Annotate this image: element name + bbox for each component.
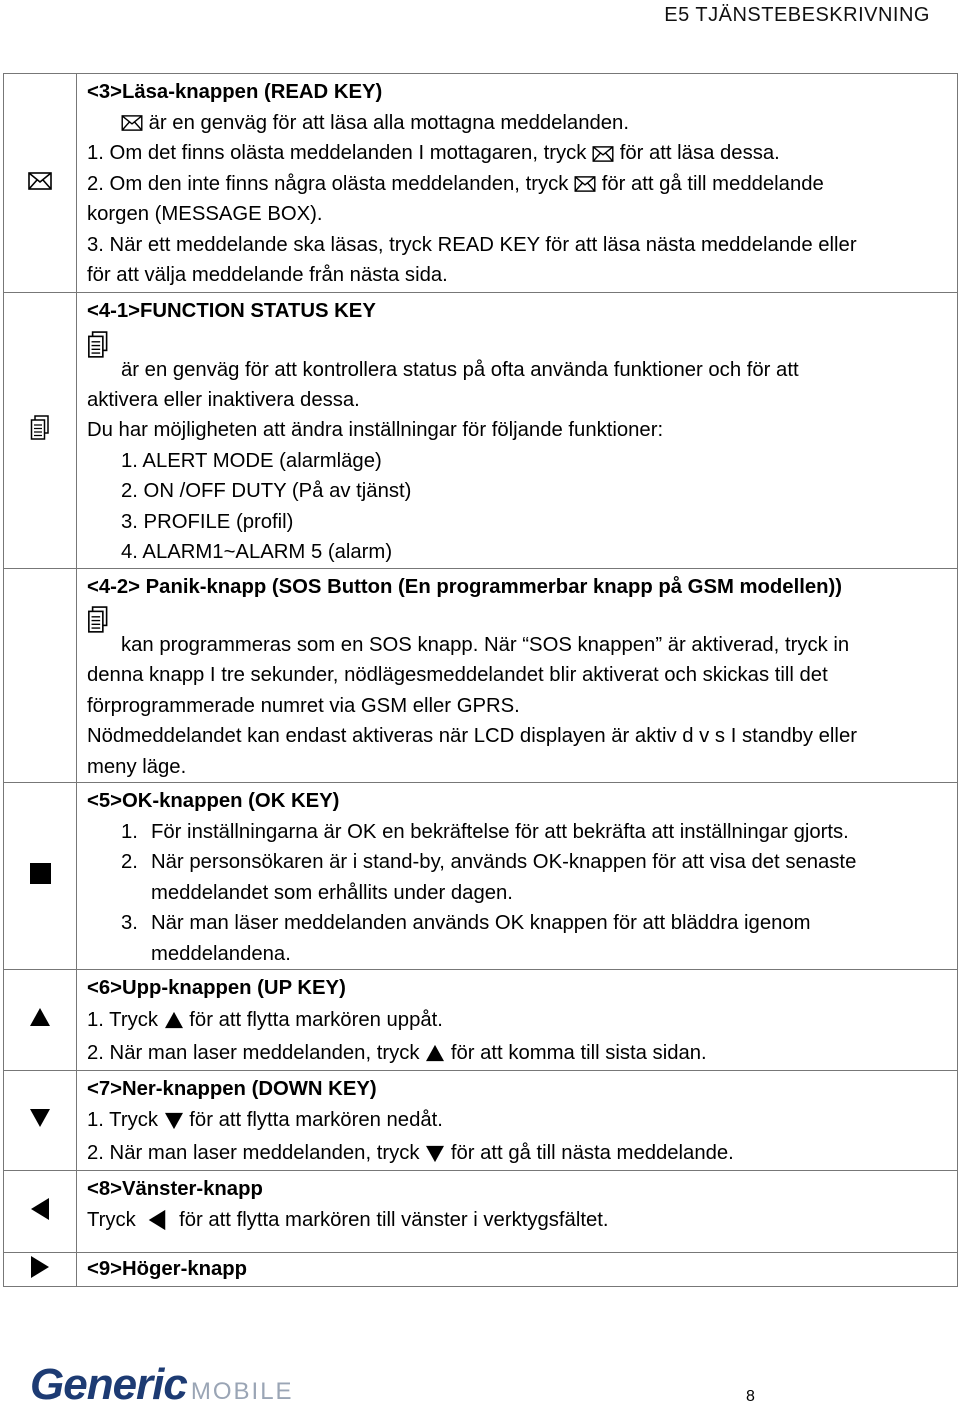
- read-key-text: 1. Om det finns olästa meddelanden I mottagaren, tryck: [87, 142, 587, 164]
- read-key-text: för att gå till meddelande: [601, 172, 824, 195]
- ok-list-number: 2.: [121, 851, 138, 873]
- left-key-text: Tryck: [87, 1208, 136, 1231]
- icon-cell: [4, 293, 77, 569]
- ok-list-item: [87, 939, 951, 970]
- envelope-icon: [28, 172, 52, 190]
- up-key-text: för att flytta markören uppåt.: [189, 1008, 443, 1031]
- logo-subtext: MOBILE: [190, 1378, 294, 1405]
- function-status-text: är en genväg för att kontrollera status på ofta använda funktioner och för att: [121, 358, 799, 381]
- triangle-up-icon: [164, 1011, 184, 1029]
- read-key-heading: <3>Läsa-knappen (READ KEY): [87, 81, 383, 103]
- row-up-key: [4, 970, 958, 1071]
- function-status-content: [77, 293, 958, 569]
- row-sos-button: [4, 568, 958, 783]
- left-key-text: för att flytta markören till vänster i verktygsfältet.: [179, 1208, 609, 1231]
- ok-list-item: [87, 847, 951, 878]
- sos-text: Nödmeddelandet kan endast aktiveras när LCD displayen är aktiv d v s I standby eller: [87, 725, 857, 747]
- row-left-key: [4, 1171, 958, 1253]
- function-status-text: Du har möjligheten att ändra inställningar för följande funktioner:: [87, 419, 664, 441]
- up-key-text: 1. Tryck: [87, 1008, 158, 1031]
- icon-cell: [4, 1253, 77, 1287]
- ok-list-number: 1.: [121, 820, 138, 843]
- key-description-table: [3, 73, 958, 1287]
- read-key-line: [87, 138, 951, 169]
- function-status-text: aktivera eller inaktivera dessa.: [87, 388, 360, 411]
- sos-line: [87, 602, 951, 660]
- triangle-left-icon: [147, 1209, 167, 1231]
- down-key-line: [87, 1137, 951, 1170]
- logo-brand: Generic: [30, 1360, 187, 1409]
- read-key-content: [77, 74, 958, 293]
- square-icon: [30, 863, 51, 884]
- page-number: 8: [746, 1388, 755, 1405]
- right-key-content: [77, 1253, 958, 1287]
- down-key-heading: <7>Ner-knappen (DOWN KEY): [87, 1077, 377, 1100]
- down-key-text: 2. När man laser meddelanden, tryck: [87, 1142, 420, 1164]
- ok-key-content: [77, 783, 958, 970]
- triangle-up-icon: [425, 1044, 445, 1062]
- icon-cell: [4, 783, 77, 970]
- envelope-icon: [574, 176, 596, 192]
- up-key-content: [77, 970, 958, 1071]
- triangle-down-icon: [425, 1145, 445, 1163]
- ok-list-item: [87, 908, 951, 939]
- row-read-key: [4, 74, 958, 293]
- left-key-line: [87, 1205, 951, 1236]
- row-ok-key: [4, 783, 958, 970]
- icon-cell: [4, 970, 77, 1071]
- down-key-line: [87, 1104, 951, 1137]
- read-key-text: för att läsa dessa.: [619, 142, 780, 164]
- ok-list-number: 3.: [121, 912, 138, 934]
- icon-cell: [4, 1070, 77, 1171]
- document-list-icon: [87, 331, 109, 359]
- read-key-line: [87, 108, 951, 139]
- right-key-heading: <9>Höger-knapp: [87, 1258, 248, 1281]
- document-header: E5 TJÄNSTEBESKRIVNING: [664, 4, 930, 26]
- ok-list-item: [87, 817, 951, 848]
- icon-cell: [4, 568, 77, 783]
- icon-cell: [4, 1171, 77, 1253]
- left-key-heading: <8>Vänster-knapp: [87, 1178, 263, 1200]
- read-key-text: 3. När ett meddelande ska läsas, tryck READ KEY för att läsa nästa meddelande eller: [87, 233, 857, 256]
- sos-text: förprogrammerade numret via GSM eller GPRS.: [87, 694, 520, 717]
- triangle-right-icon: [30, 1255, 50, 1279]
- ok-list-text: meddelandena.: [151, 942, 291, 965]
- read-key-text: för att välja meddelande från nästa sida.: [87, 264, 448, 286]
- row-function-status-key: [4, 293, 958, 569]
- ok-list-text: När personsökaren är i stand-by, används OK-knappen för att visa det senaste: [151, 851, 857, 873]
- triangle-up-icon: [29, 1007, 51, 1027]
- ok-list-text: För inställningarna är OK en bekräftelse för att bekräfta att inställningar gjorts.: [151, 820, 849, 843]
- triangle-down-icon: [164, 1112, 184, 1130]
- up-key-text: 2. När man laser meddelanden, tryck: [87, 1041, 420, 1064]
- function-list-item: 3. PROFILE (profil): [121, 510, 294, 533]
- row-right-key: [4, 1253, 958, 1287]
- read-key-text: 2. Om den inte finns några olästa meddelanden, tryck: [87, 172, 569, 195]
- sos-text: denna knapp I tre sekunder, nödlägesmeddelandet blir aktiverat och skickas till det: [87, 664, 828, 686]
- sos-content: [77, 568, 958, 783]
- envelope-icon: [121, 115, 143, 131]
- envelope-icon: [592, 146, 614, 162]
- document-list-icon: [87, 606, 109, 634]
- ok-list-text: meddelandet som erhållits under dagen.: [151, 881, 513, 904]
- ok-list-item: [87, 878, 951, 909]
- ok-key-heading: <5>OK-knappen (OK KEY): [87, 790, 340, 812]
- down-key-text: för att gå till nästa meddelande.: [450, 1142, 734, 1164]
- sos-text: kan programmeras som en SOS knapp. När “SOS knappen” är aktiverad, tryck in: [121, 634, 850, 656]
- function-status-line: [87, 327, 951, 385]
- function-list-item: 1. ALERT MODE (alarmläge): [121, 449, 382, 472]
- icon-cell: [4, 74, 77, 293]
- down-key-text: 1. Tryck: [87, 1109, 158, 1131]
- generic-mobile-logo: [30, 1360, 294, 1410]
- function-list-item: 2. ON /OFF DUTY (På av tjänst): [121, 480, 412, 502]
- left-key-content: [77, 1171, 958, 1253]
- row-down-key: [4, 1070, 958, 1171]
- down-key-text: för att flytta markören nedåt.: [189, 1109, 443, 1131]
- function-list-item: 4. ALARM1~ALARM 5 (alarm): [121, 541, 393, 563]
- read-key-text: är en genväg för att läsa alla mottagna meddelanden.: [148, 111, 629, 134]
- read-key-line: [87, 169, 951, 200]
- down-key-content: [77, 1070, 958, 1171]
- up-key-line: [87, 1037, 951, 1070]
- document-list-icon: [30, 415, 50, 441]
- function-status-heading: <4-1>FUNCTION STATUS KEY: [87, 300, 376, 322]
- sos-text: meny läge.: [87, 755, 187, 778]
- sos-heading: <4-2> Panik-knapp (SOS Button (En programmerbar knapp på GSM modellen)): [87, 575, 843, 598]
- up-key-line: [87, 1004, 951, 1037]
- up-key-heading: <6>Upp-knappen (UP KEY): [87, 977, 346, 999]
- up-key-text: för att komma till sista sidan.: [450, 1041, 707, 1064]
- ok-list-text: När man läser meddelanden används OK knappen för att bläddra igenom: [151, 912, 811, 934]
- read-key-text: korgen (MESSAGE BOX).: [87, 203, 323, 225]
- triangle-left-icon: [30, 1197, 50, 1221]
- triangle-down-icon: [29, 1108, 51, 1128]
